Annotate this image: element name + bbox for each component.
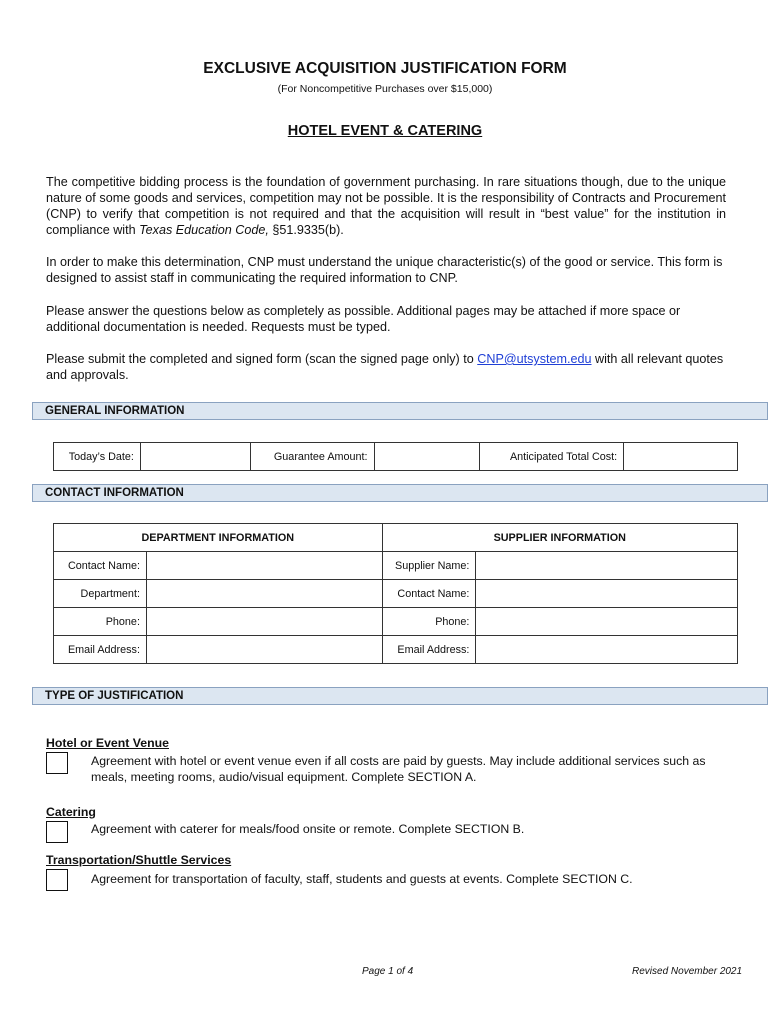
transportation-checkbox[interactable] (46, 869, 68, 891)
dept-department-field[interactable] (146, 580, 382, 608)
form-subtitle: (For Noncompetitive Purchases over $15,000) (277, 83, 493, 95)
dept-department-label: Department: (54, 580, 147, 608)
dept-phone-field[interactable] (146, 608, 382, 636)
supplier-info-header: SUPPLIER INFORMATION (382, 524, 737, 552)
revised-date: Revised November 2021 (632, 966, 743, 977)
anticipated-total-cost-field[interactable] (624, 443, 738, 471)
form-title: EXCLUSIVE ACQUISITION JUSTIFICATION FORM (203, 60, 567, 77)
guarantee-amount-field[interactable] (374, 443, 480, 471)
dept-phone-label: Phone: (54, 608, 147, 636)
supplier-name-label: Supplier Name: (382, 552, 476, 580)
hotel-venue-checkbox[interactable] (46, 752, 68, 774)
form-type-title: HOTEL EVENT & CATERING (287, 123, 483, 139)
intro-p1-code: Texas Education Code, (139, 223, 269, 237)
justification-heading: TYPE OF JUSTIFICATION (32, 687, 768, 705)
anticipated-total-cost-label: Anticipated Total Cost: (480, 443, 624, 471)
intro-p4-before: Please submit the completed and signed form (scan the signed page only) to (46, 352, 474, 366)
general-info-table (53, 442, 738, 471)
supplier-phone-field[interactable] (476, 608, 738, 636)
dept-contact-name-label: Contact Name: (54, 552, 147, 580)
supplier-email-label: Email Address: (382, 636, 476, 664)
contact-info-heading: CONTACT INFORMATION (32, 484, 768, 502)
general-info-heading: GENERAL INFORMATION (32, 402, 768, 420)
justification-catering-text: Agreement with caterer for meals/food onsite or remote. Complete SECTION B. (91, 822, 525, 836)
intro-p1-text: The competitive bidding process is the foundation of government purchasing. In rare situations though, due to the unique nature of some goods and services, competition may not be possible. It is the responsibility of Contracts and Procurement (CNP) to verify that competition is not required and that the acquisition will result in “best value” for the institution in compliance with (46, 175, 726, 237)
intro-paragraph-3: Please answer the questions below as completely as possible. Additional pages may be attached if more space or additional documentation is needed. Requests must be typed. (46, 304, 681, 334)
catering-checkbox[interactable] (46, 821, 68, 843)
todays-date-label: Today’s Date: (54, 443, 141, 471)
justification-transport-title: Transportation/Shuttle Services (46, 853, 232, 867)
intro-p4-after: with all relevant quotes and approvals. (46, 352, 724, 382)
supplier-phone-label: Phone: (382, 608, 476, 636)
intro-paragraph-4 (46, 351, 726, 383)
dept-email-label: Email Address: (54, 636, 147, 664)
supplier-contact-name-label: Contact Name: (382, 580, 476, 608)
intro-paragraph-2: In order to make this determination, CNP must understand the unique characteristic(s) of the good or service. This form is designed to assist staff in communicating the required information to CNP. (46, 255, 723, 285)
supplier-contact-name-field[interactable] (476, 580, 738, 608)
contact-info-table (53, 523, 738, 664)
supplier-email-field[interactable] (476, 636, 738, 664)
guarantee-amount-label: Guarantee Amount: (250, 443, 374, 471)
dept-email-field[interactable] (146, 636, 382, 664)
department-info-header: DEPARTMENT INFORMATION (54, 524, 383, 552)
email-link[interactable]: CNP@utsystem.edu (477, 352, 592, 366)
todays-date-field[interactable] (140, 443, 250, 471)
justification-transport-text: Agreement for transportation of faculty, staff, students and guests at events. Complete SECTION C. (91, 872, 633, 886)
supplier-name-field[interactable] (476, 552, 738, 580)
dept-contact-name-field[interactable] (146, 552, 382, 580)
justification-catering-title: Catering (46, 805, 96, 819)
page-number: Page 1 of 4 (362, 966, 414, 977)
justification-hotel-text: Agreement with hotel or event venue even if all costs are paid by guests. May include additional services such as meals, meeting rooms, audio/visual equipment. Complete SECTION A. (91, 754, 706, 784)
intro-p1-tail: §51.9335(b). (272, 223, 344, 237)
justification-hotel-title: Hotel or Event Venue (46, 736, 169, 750)
intro-paragraph-1 (46, 174, 726, 238)
